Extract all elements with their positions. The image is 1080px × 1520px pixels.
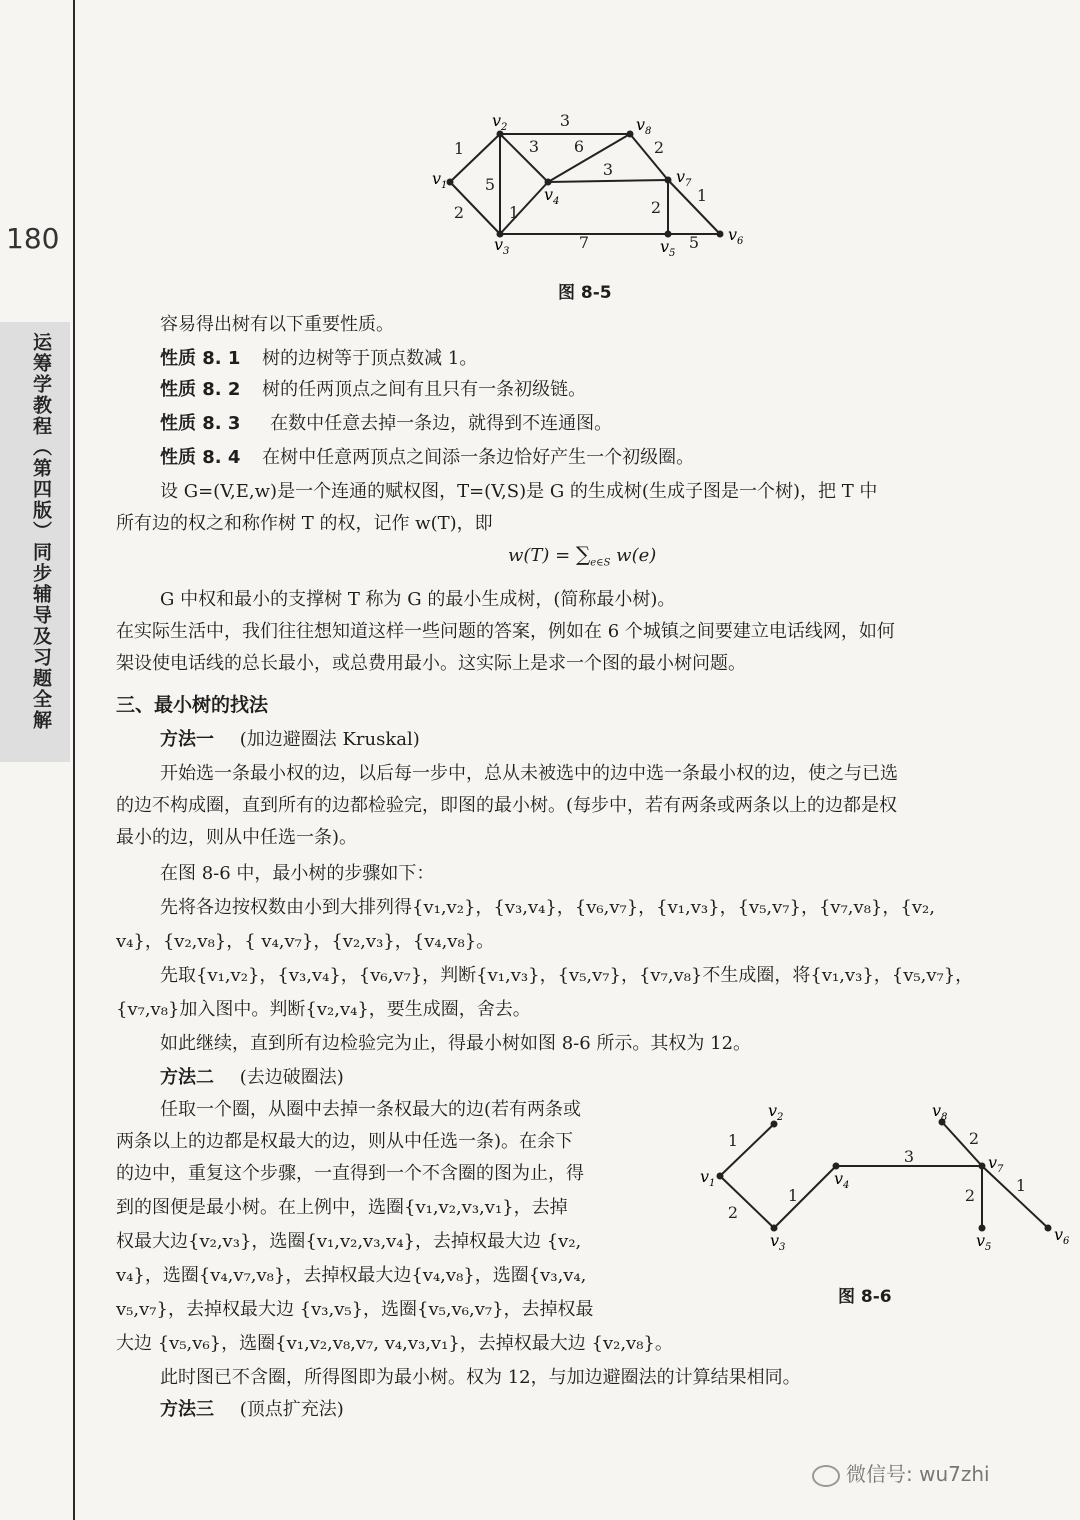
property-text: 树的边树等于顶点数减 1。	[262, 348, 478, 369]
step-2-line-1: 先取{v₁,v₂}，{v₃,v₄}，{v₆,v₇}，判断{v₁,v₃}，{v₅,v₇}，{v₇,v₈}不生成圈，将{v₁,v₃}，{v₅,v₇}，	[160, 965, 974, 986]
edge-weight: 2	[968, 1129, 980, 1148]
node-label: $v_1$	[700, 1167, 716, 1189]
edge-weight: 5	[484, 175, 496, 194]
step-3: 如此继续，直到所有边检验完为止，得最小树如图 8-6 所示。其权为 12。	[160, 1033, 752, 1054]
property-8-1	[160, 347, 477, 371]
method-2-line-8: 大边 {v₅,v₆}，选圈{v₁,v₂,v₈,v₇, v₄,v₃,v₁}，去掉权最大边 {v₂,v₈}。	[116, 1333, 673, 1354]
node-label: $v_6$	[728, 225, 744, 247]
method-1-line-2: 的边不构成圈，直到所有的边都检验完，即图的最小树。(每步中，若有两条或两条以上的边都是权	[116, 795, 898, 816]
wechat-watermark	[812, 1458, 990, 1487]
edge-weight: 2	[653, 138, 665, 157]
property-label: 性质 8. 3	[160, 413, 241, 434]
method-2-line-9: 此时图已不含圈，所得图即为最小树。权为 12，与加边避圈法的计算结果相同。	[160, 1367, 801, 1388]
property-label: 性质 8. 2	[160, 379, 241, 400]
property-label: 性质 8. 4	[160, 447, 241, 468]
step-1-line-2: v₄}，{v₂,v₈}，{ v₄,v₇}，{v₂,v₃}，{v₄,v₈}。	[116, 931, 495, 952]
property-8-4	[160, 446, 694, 470]
figure-8-6	[690, 1100, 1070, 1260]
formula-sub: e∈S	[590, 557, 611, 569]
page-number: 180	[6, 222, 60, 255]
method-name: (顶点扩充法)	[239, 1399, 344, 1420]
node-v6	[1045, 1225, 1052, 1232]
node-v7	[979, 1163, 986, 1170]
edge-weight: 6	[573, 137, 585, 156]
step-intro: 在图 8-6 中，最小树的步骤如下：	[160, 863, 435, 884]
edge-weight: 5	[688, 233, 700, 252]
node-label: $v_3$	[770, 1231, 786, 1253]
intro-line: 容易得出树有以下重要性质。	[160, 314, 394, 335]
method-2-line-4: 到的图便是最小树。在上例中，选圈{v₁,v₂,v₃,v₁}，去掉	[116, 1197, 568, 1218]
method-label: 方法三	[160, 1399, 214, 1420]
node-label: $v_2$	[492, 111, 508, 133]
property-text: 在树中任意两顶点之间添一条边恰好产生一个初级圈。	[262, 447, 695, 468]
step-1-line-1: 先将各边按权数由小到大排列得{v₁,v₂}，{v₃,v₄}，{v₆,v₇}，{v₁,v₃}，{v₅,v₇}，{v₇,v₈}，{v₂,	[160, 897, 935, 918]
node-label: $v_1$	[432, 169, 448, 191]
formula-lhs: w(T) =	[508, 545, 576, 566]
property-text: 树的任两顶点之间有且只有一条初级链。	[262, 379, 587, 400]
edge-weight: 2	[727, 1203, 739, 1222]
property-text: 在数中任意去掉一条边，就得到不连通图。	[270, 413, 613, 434]
method-2-line-3: 的边中，重复这个步骤，一直得到一个不含圈的图为止，得	[116, 1163, 584, 1184]
node-label: $v_8$	[932, 1101, 948, 1123]
weight-formula	[508, 542, 656, 569]
node-label: $v_5$	[976, 1231, 992, 1253]
edge-weight: 7	[578, 233, 590, 252]
edge-weight: 1	[787, 1186, 799, 1205]
book-title: 运筹学教程（第四版）同步辅导及习题全解	[30, 332, 52, 731]
node-label: $v_7$	[676, 167, 692, 189]
node-label: $v_5$	[660, 237, 676, 259]
method-label: 方法二	[160, 1067, 214, 1088]
edge-weight: 2	[964, 1186, 976, 1205]
edge-weight: 3	[903, 1147, 915, 1166]
node-label: $v_2$	[768, 1101, 784, 1123]
method-2-line-2: 两条以上的边都是权最大的边，则从中任选一条)。在余下	[116, 1131, 574, 1152]
method-1-title	[160, 728, 420, 752]
node-label: $v_7$	[988, 1153, 1004, 1175]
property-8-3	[160, 412, 612, 436]
node-v1	[717, 1173, 724, 1180]
method-2-line-6: v₄}，选圈{v₄,v₇,v₈}，去掉权最大边{v₄,v₈}，选圈{v₃,v₄,	[116, 1265, 587, 1286]
node-label: $v_6$	[1054, 1225, 1070, 1247]
figure-8-5-caption: 图 8-5	[558, 283, 612, 303]
real-life-line-2: 架设使电话线的总长最小，或总费用最小。这实际上是求一个图的最小树问题。	[116, 653, 746, 674]
step-2-line-2: {v₇,v₈}加入图中。判断{v₂,v₄}，要生成圈，舍去。	[116, 999, 531, 1020]
method-name: (去边破圈法)	[239, 1067, 344, 1088]
edge-weight: 1	[696, 186, 708, 205]
edge-v3-v4	[774, 1166, 836, 1228]
method-1-line-3: 最小的边，则从中任选一条)。	[116, 827, 358, 848]
edge-weight: 1	[508, 203, 520, 222]
method-name: (加边避圈法 Kruskal)	[239, 729, 420, 750]
real-life-line-1: 在实际生活中，我们往往想知道这样一些问题的答案，例如在 6 个城镇之间要建立电话线网，如何	[116, 621, 895, 642]
edge-weight: 1	[453, 139, 465, 158]
method-2-line-5: 权最大边{v₂,v₃}，选圈{v₁,v₂,v₃,v₄}，去掉权最大边 {v₂,	[116, 1231, 582, 1252]
method-3-title	[160, 1398, 344, 1422]
edge-weight: 1	[1015, 1176, 1027, 1195]
property-8-2	[160, 378, 586, 402]
edge-weight: 1	[727, 1131, 739, 1150]
min-tree-definition: G 中权和最小的支撑树 T 称为 G 的最小生成树，(简称最小树)。	[160, 589, 676, 610]
figure-8-6-caption: 图 8-6	[838, 1287, 892, 1307]
node-label: $v_3$	[494, 235, 510, 257]
node-label: $v_4$	[834, 1169, 850, 1191]
formula-rhs: w(e)	[616, 545, 657, 566]
definition-line-1: 设 G=(V,E,w)是一个连通的赋权图，T=(V,S)是 G 的生成树(生成子图是一个树)，把 T 中	[160, 481, 878, 502]
wechat-id: 微信号: wu7zhi	[846, 1462, 990, 1486]
method-2-title	[160, 1066, 344, 1090]
edge-weight: 3	[559, 111, 571, 130]
definition-line-2: 所有边的权之和称作树 T 的权，记作 w(T)，即	[116, 513, 493, 534]
method-label: 方法一	[160, 729, 214, 750]
wechat-icon	[812, 1465, 840, 1487]
edge-weight: 2	[453, 203, 465, 222]
formula-sum: ∑	[575, 542, 591, 566]
method-2-line-7: v₅,v₇}，去掉权最大边 {v₃,v₅}，选圈{v₅,v₆,v₇}，去掉权最	[116, 1299, 594, 1320]
edge-weight: 3	[528, 137, 540, 156]
property-label: 性质 8. 1	[160, 348, 241, 369]
method-1-line-1: 开始选一条最小权的边，以后每一步中，总从未被选中的边中选一条最小权的边，使之与已选	[160, 763, 898, 784]
edge-weight: 2	[650, 198, 662, 217]
node-label: $v_8$	[636, 115, 652, 137]
node-label: $v_4$	[544, 185, 560, 207]
method-2-line-1: 任取一个圈，从圈中去掉一条权最大的边(若有两条或	[160, 1099, 582, 1120]
edge-weight: 3	[602, 160, 614, 179]
section-heading: 三、最小树的找法	[116, 694, 269, 716]
